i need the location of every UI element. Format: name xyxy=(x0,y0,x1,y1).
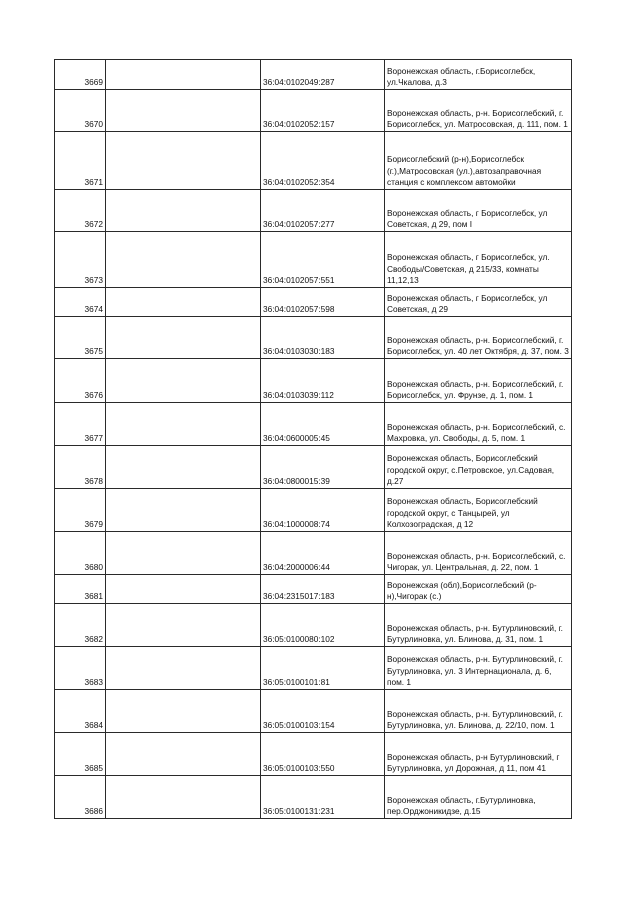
table-row xyxy=(55,446,572,489)
address: Воронежская область, Борисоглебский городской округ, с Танцырей, ул Колхозоградская, д 12 xyxy=(385,489,572,532)
cadastral-number: 36:04:0103030:183 xyxy=(261,317,385,359)
empty-cell xyxy=(106,190,261,232)
cadastral-number: 36:04:2000006:44 xyxy=(261,532,385,575)
table-row xyxy=(55,733,572,776)
row-number: 3685 xyxy=(55,733,106,776)
table-row xyxy=(55,60,572,90)
table-row xyxy=(55,690,572,733)
empty-cell xyxy=(106,60,261,90)
row-number: 3686 xyxy=(55,776,106,819)
empty-cell xyxy=(106,647,261,690)
table-row xyxy=(55,232,572,288)
table-row xyxy=(55,90,572,132)
row-number: 3681 xyxy=(55,575,106,604)
registry-table-body xyxy=(55,60,572,819)
table-row xyxy=(55,403,572,446)
table-row xyxy=(55,190,572,232)
cadastral-number: 36:05:0100080:102 xyxy=(261,604,385,647)
registry-table xyxy=(54,59,572,819)
table-row xyxy=(55,575,572,604)
empty-cell xyxy=(106,403,261,446)
address: Воронежская область, р-н. Борисоглебский, г. Борисоглебск, ул. Матросовская, д. 111, пом. 1 xyxy=(385,90,572,132)
row-number: 3673 xyxy=(55,232,106,288)
row-number: 3675 xyxy=(55,317,106,359)
table-row xyxy=(55,776,572,819)
row-number: 3682 xyxy=(55,604,106,647)
empty-cell xyxy=(106,776,261,819)
address: Воронежская область, р-н. Борисоглебский, г. Борисоглебск, ул. 40 лет Октября, д. 37, пом. 3 xyxy=(385,317,572,359)
address: Воронежская область, р-н Бутурлиновский, г Бутурлиновка, ул Дорожная, д 11, пом 41 xyxy=(385,733,572,776)
empty-cell xyxy=(106,489,261,532)
table-row xyxy=(55,604,572,647)
row-number: 3672 xyxy=(55,190,106,232)
table-row xyxy=(55,132,572,190)
table-row xyxy=(55,489,572,532)
table-row xyxy=(55,288,572,317)
cadastral-number: 36:05:0100131:231 xyxy=(261,776,385,819)
address: Воронежская область, р-н. Бутурлиновский, г. Бутурлиновка, ул. 3 Интернационала, д. 6, пом. 1 xyxy=(385,647,572,690)
row-number: 3669 xyxy=(55,60,106,90)
row-number: 3680 xyxy=(55,532,106,575)
address: Воронежская область, Борисоглебский городской округ, с.Петровское, ул.Садовая, д.27 xyxy=(385,446,572,489)
row-number: 3671 xyxy=(55,132,106,190)
table-row xyxy=(55,532,572,575)
empty-cell xyxy=(106,690,261,733)
empty-cell xyxy=(106,90,261,132)
address: Борисоглебский (р-н),Борисоглебск (г.),Матросовская (ул.),автозаправочная станция с комплексом автомойки xyxy=(385,132,572,190)
table-row xyxy=(55,359,572,403)
empty-cell xyxy=(106,446,261,489)
address: Воронежская область, г Борисоглебск, ул Советская, д 29 xyxy=(385,288,572,317)
table-row xyxy=(55,647,572,690)
empty-cell xyxy=(106,317,261,359)
cadastral-number: 36:04:0102049:287 xyxy=(261,60,385,90)
row-number: 3676 xyxy=(55,359,106,403)
address: Воронежская область, р-н. Бутурлиновский, г. Бутурлиновка, ул. Блинова, д. 31, пом. 1 xyxy=(385,604,572,647)
cadastral-number: 36:05:0100101:81 xyxy=(261,647,385,690)
address: Воронежская область, г Борисоглебск, ул Советская, д 29, пом I xyxy=(385,190,572,232)
row-number: 3678 xyxy=(55,446,106,489)
empty-cell xyxy=(106,132,261,190)
address: Воронежская область, р-н. Борисоглебский, с. Чигорак, ул. Центральная, д. 22, пом. 1 xyxy=(385,532,572,575)
row-number: 3683 xyxy=(55,647,106,690)
cadastral-number: 36:05:0100103:550 xyxy=(261,733,385,776)
cadastral-number: 36:04:0102052:354 xyxy=(261,132,385,190)
address: Воронежская область, г Борисоглебск, ул. Свободы/Советская, д 215/33, комнаты 11,12,13 xyxy=(385,232,572,288)
empty-cell xyxy=(106,232,261,288)
address: Воронежская область, г.Борисоглебск, ул.Чкалова, д.3 xyxy=(385,60,572,90)
empty-cell xyxy=(106,575,261,604)
cadastral-number: 36:04:0600005:45 xyxy=(261,403,385,446)
empty-cell xyxy=(106,288,261,317)
row-number: 3677 xyxy=(55,403,106,446)
empty-cell xyxy=(106,733,261,776)
empty-cell xyxy=(106,532,261,575)
cadastral-number: 36:04:0102057:598 xyxy=(261,288,385,317)
cadastral-number: 36:04:0800015:39 xyxy=(261,446,385,489)
cadastral-number: 36:04:0102057:277 xyxy=(261,190,385,232)
cadastral-number: 36:04:0102052:157 xyxy=(261,90,385,132)
table-row xyxy=(55,317,572,359)
cadastral-number: 36:04:0102057:551 xyxy=(261,232,385,288)
address: Воронежская область, г.Бутурлиновка, пер.Орджоникидзе, д.15 xyxy=(385,776,572,819)
row-number: 3674 xyxy=(55,288,106,317)
cadastral-number: 36:05:0100103:154 xyxy=(261,690,385,733)
empty-cell xyxy=(106,604,261,647)
address: Воронежская область, р-н. Бутурлиновский, г. Бутурлиновка, ул. Блинова, д. 22/10, пом. 1 xyxy=(385,690,572,733)
empty-cell xyxy=(106,359,261,403)
row-number: 3684 xyxy=(55,690,106,733)
cadastral-number: 36:04:0103039:112 xyxy=(261,359,385,403)
row-number: 3670 xyxy=(55,90,106,132)
address: Воронежская область, р-н. Борисоглебский, г. Борисоглебск, ул. Фрунзе, д. 1, пом. 1 xyxy=(385,359,572,403)
row-number: 3679 xyxy=(55,489,106,532)
address: Воронежская область, р-н. Борисоглебский, с. Махровка, ул. Свободы, д. 5, пом. 1 xyxy=(385,403,572,446)
cadastral-number: 36:04:2315017:183 xyxy=(261,575,385,604)
cadastral-number: 36:04:1000008:74 xyxy=(261,489,385,532)
address: Воронежская (обл),Борисоглебский (р-н),Чигорак (с.) xyxy=(385,575,572,604)
